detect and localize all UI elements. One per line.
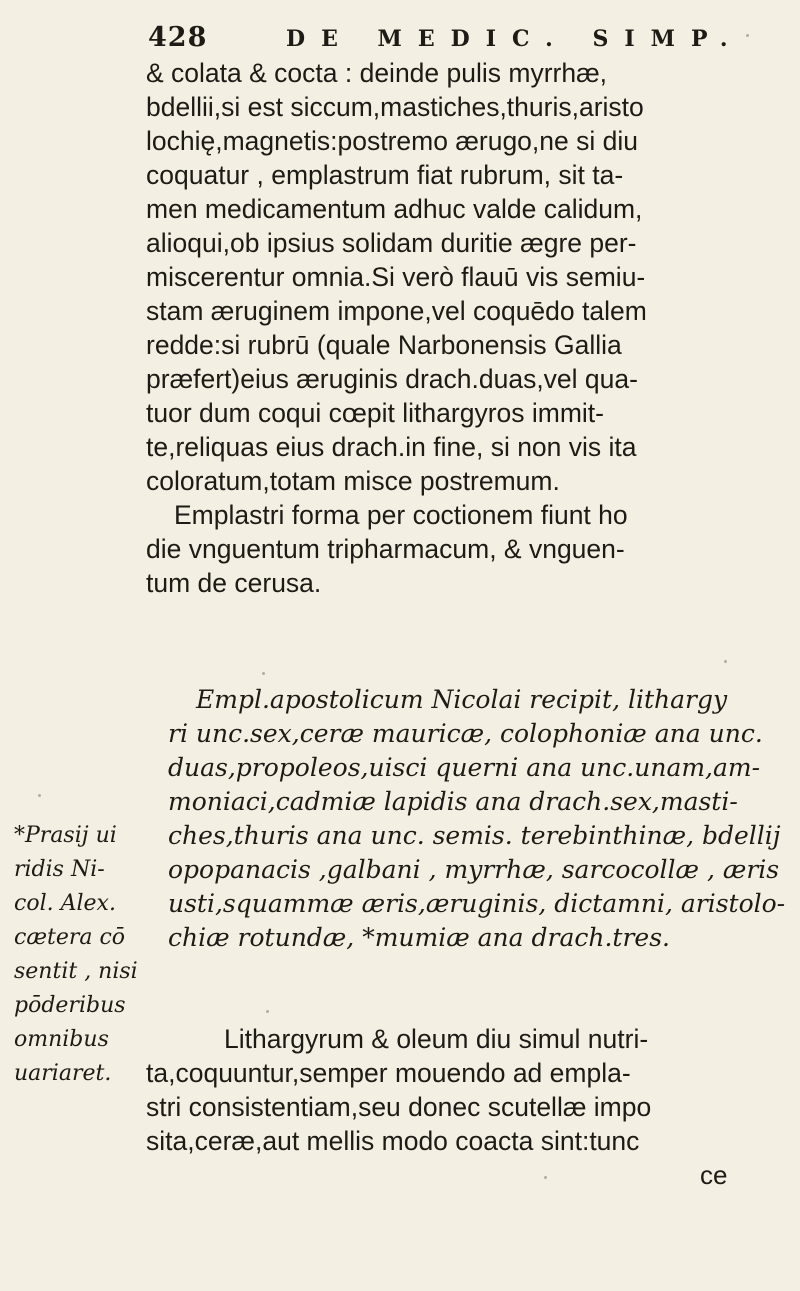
recipe-line: duas,propoleos,uisci querni ana unc.unam,am- — [168, 753, 761, 782]
text-line: coloratum,totam misce postremum. — [146, 466, 560, 496]
text-line: sita,ceræ,aut mellis modo coacta sint:tunc — [146, 1126, 640, 1156]
paper-speck — [38, 794, 41, 797]
paper-speck — [266, 1010, 269, 1013]
margin-line: ridis Ni- — [14, 857, 105, 882]
recipe-line: opopanacis ,galbani , myrrhæ, sarcocollæ , æris — [168, 855, 780, 884]
text-line: coquatur , emplastrum fiat rubrum, sit ta- — [146, 160, 624, 190]
recipe-block — [146, 683, 786, 955]
margin-line: sentit , nisi — [14, 959, 138, 984]
recipe-line: Empl.apostolicum Nicolai recipit, lithargy — [196, 685, 728, 714]
margin-line: *Prasij ui — [14, 823, 117, 848]
text-line: alioqui,ob ipsius solidam duritie ægre per- — [146, 228, 637, 258]
text-line: men medicamentum adhuc valde calidum, — [146, 194, 643, 224]
catchword: ce — [700, 1160, 728, 1190]
marginal-note — [14, 819, 146, 1091]
instruction-block — [146, 1022, 786, 1158]
text-line: miscerentur omnia.Si verò flauū vis semiu- — [146, 262, 646, 292]
margin-line: pōderibus — [14, 993, 126, 1018]
text-line: redde:si rubrū (quale Narbonensis Gallia — [146, 330, 622, 360]
text-line: lochię,magnetis:postremo ærugo,ne si diu — [146, 126, 638, 156]
paper-speck — [724, 660, 727, 663]
text-line: præfert)eius æruginis drach.duas,vel qua- — [146, 364, 638, 394]
paper-speck — [746, 34, 749, 37]
margin-line: col. Alex. — [14, 891, 116, 916]
running-title: DE MEDIC. SIMP. — [286, 26, 744, 52]
text-line: tuor dum coqui cœpit lithargyros immit- — [146, 398, 604, 428]
recipe-line: chiæ rotundæ, *mumiæ ana drach.tres. — [168, 923, 670, 952]
main-text-block — [146, 56, 786, 600]
recipe-line: usti,squammæ æris,æruginis, dictamni, aristolo- — [168, 889, 786, 918]
text-line: stam æruginem impone,vel coquēdo talem — [146, 296, 647, 326]
text-line: stri consistentiam,seu donec scutellæ impo — [146, 1092, 652, 1122]
paper-speck — [544, 1176, 547, 1179]
margin-line: uariaret. — [14, 1061, 112, 1086]
margin-line: omnibus — [14, 1027, 109, 1052]
text-line: bdellii,si est siccum,mastiches,thuris,aristo — [146, 92, 644, 122]
text-line: te,reliquas eius drach.in fine, si non vis ita — [146, 432, 637, 462]
paper-speck — [262, 672, 265, 675]
text-line: ta,coquuntur,semper mouendo ad empla- — [146, 1058, 631, 1088]
text-line: Lithargyrum & oleum diu simul nutri- — [224, 1024, 649, 1054]
recipe-line: moniaci,cadmiæ lapidis ana drach.sex,masti- — [168, 787, 738, 816]
recipe-line: ri unc.sex,ceræ mauricæ, colophoniæ ana unc. — [168, 719, 763, 748]
margin-line: cætera cō — [14, 925, 126, 950]
page-number: 428 — [148, 22, 208, 53]
recipe-line: ches,thuris ana unc. semis. terebinthinæ, bdellij — [168, 821, 781, 850]
text-line: die vnguentum tripharmacum, & vnguen- — [146, 534, 625, 564]
text-line: tum de cerusa. — [146, 568, 322, 598]
text-line: Emplastri forma per coctionem fiunt ho — [174, 500, 628, 530]
text-line: & colata & cocta : deinde pulis myrrhæ, — [146, 58, 608, 88]
